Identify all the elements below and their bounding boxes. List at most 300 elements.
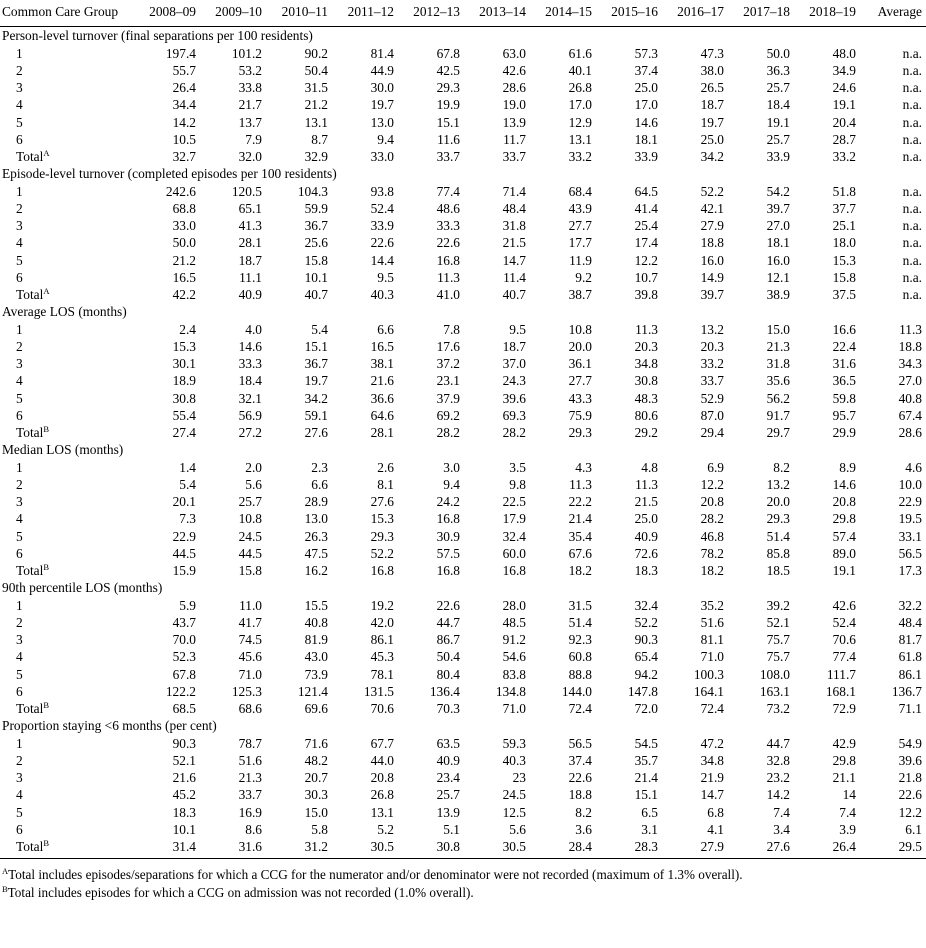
value-cell: 11.3 bbox=[569, 476, 592, 492]
value-cell: 45.6 bbox=[238, 649, 262, 665]
value-cell: 73.2 bbox=[766, 701, 790, 716]
value-cell: 19.7 bbox=[304, 373, 328, 389]
footnote-marker: B bbox=[43, 562, 49, 572]
value-cell: 23.2 bbox=[766, 770, 790, 785]
table-row bbox=[0, 545, 926, 562]
row-label: 2 bbox=[16, 752, 23, 768]
value-cell: 86.1 bbox=[370, 632, 394, 647]
row-label-cell bbox=[0, 562, 132, 579]
value-cell: 41.7 bbox=[238, 614, 262, 630]
row-label: 6 bbox=[16, 683, 23, 699]
row-label: 2 bbox=[16, 476, 23, 492]
value-cell: 4.0 bbox=[245, 321, 262, 337]
value-cell: 52.2 bbox=[634, 614, 658, 630]
value-cell: 9.4 bbox=[377, 131, 394, 147]
value-cell: 27.4 bbox=[172, 425, 196, 440]
value-cell: 11.7 bbox=[503, 131, 526, 147]
table-body bbox=[0, 27, 926, 859]
value-cell: 34.2 bbox=[700, 149, 724, 164]
value-cell: 20.8 bbox=[832, 494, 856, 509]
value-cell: 11.9 bbox=[569, 252, 592, 268]
value-cell: 25.7 bbox=[436, 787, 460, 803]
average-cell: 12.2 bbox=[898, 804, 922, 820]
table-row bbox=[0, 200, 926, 217]
section-title: Person-level turnover (final separations per 100 residents) bbox=[2, 28, 313, 44]
value-cell: 33.9 bbox=[634, 149, 658, 164]
value-cell: 45.3 bbox=[370, 649, 394, 665]
row-label-cell bbox=[0, 269, 132, 286]
value-cell: 52.2 bbox=[700, 183, 724, 199]
value-cell: 35.4 bbox=[568, 528, 592, 544]
value-cell: 48.3 bbox=[634, 390, 658, 406]
value-cell: 56.5 bbox=[568, 735, 592, 751]
total-row bbox=[0, 424, 926, 441]
value-cell: 13.0 bbox=[370, 114, 394, 130]
value-cell: 28.1 bbox=[370, 425, 394, 440]
value-cell: 30.3 bbox=[304, 787, 328, 803]
value-cell: 27.6 bbox=[726, 838, 792, 859]
value-cell: 69.3 bbox=[502, 407, 526, 423]
row-label: 4 bbox=[16, 649, 23, 665]
average-cell: 32.2 bbox=[898, 597, 922, 613]
value-cell: 54.2 bbox=[766, 183, 790, 199]
value-cell: 52.2 bbox=[370, 545, 394, 561]
row-label: Total bbox=[16, 839, 44, 854]
value-cell: 40.3 bbox=[370, 287, 394, 302]
row-label-cell bbox=[0, 252, 132, 269]
value-cell: 42.2 bbox=[172, 287, 196, 302]
value-cell: 13.2 bbox=[766, 476, 790, 492]
value-cell: 81.4 bbox=[370, 45, 394, 61]
row-label-cell bbox=[0, 821, 132, 838]
value-cell: 4.8 bbox=[641, 459, 658, 475]
value-cell: 72.6 bbox=[634, 545, 658, 561]
value-cell: 26.3 bbox=[304, 528, 328, 544]
value-cell: 18.7 bbox=[238, 252, 262, 268]
value-cell: 21.3 bbox=[766, 338, 790, 354]
row-label-cell bbox=[0, 476, 132, 493]
value-cell: 25.7 bbox=[238, 494, 262, 509]
table-row bbox=[0, 62, 926, 79]
value-cell: 8.6 bbox=[245, 821, 262, 837]
value-cell: 43.7 bbox=[172, 614, 196, 630]
value-cell: 56.2 bbox=[766, 390, 790, 406]
table-row bbox=[0, 735, 926, 752]
value-cell: 27.0 bbox=[766, 218, 790, 233]
value-cell: 52.4 bbox=[370, 200, 394, 216]
value-cell: 26.8 bbox=[370, 787, 394, 803]
value-cell: 2.3 bbox=[311, 459, 328, 475]
value-cell: 35.6 bbox=[766, 373, 790, 389]
value-cell: 40.1 bbox=[568, 62, 592, 78]
row-label-cell bbox=[0, 131, 132, 148]
value-cell: 95.7 bbox=[832, 407, 856, 423]
row-label-cell bbox=[0, 786, 132, 803]
value-cell: 51.4 bbox=[766, 528, 790, 544]
average-cell: n.a. bbox=[902, 131, 922, 147]
footnote bbox=[2, 884, 896, 902]
value-cell: 28.3 bbox=[594, 838, 660, 859]
value-cell: 29.4 bbox=[700, 425, 724, 440]
value-cell: 31.5 bbox=[304, 80, 328, 95]
value-cell: 42.6 bbox=[502, 62, 526, 78]
value-cell: 16.8 bbox=[436, 252, 460, 268]
value-cell: 18.3 bbox=[634, 563, 658, 578]
value-cell: 7.4 bbox=[839, 804, 856, 820]
value-cell: 22.6 bbox=[436, 597, 460, 613]
row-label: 4 bbox=[16, 511, 23, 527]
value-cell: 78.1 bbox=[370, 666, 394, 682]
value-cell: 13.2 bbox=[700, 321, 724, 337]
value-cell: 35.7 bbox=[634, 752, 658, 768]
table-row bbox=[0, 493, 926, 510]
table-row bbox=[0, 407, 926, 424]
value-cell: 44.9 bbox=[370, 62, 394, 78]
value-cell: 31.8 bbox=[766, 356, 790, 371]
value-cell: 33.8 bbox=[238, 80, 262, 95]
average-cell: n.a. bbox=[902, 252, 922, 268]
value-cell: 26.4 bbox=[792, 838, 858, 859]
value-cell: 71.4 bbox=[502, 183, 526, 199]
row-label-cell bbox=[0, 700, 132, 717]
value-cell: 125.3 bbox=[231, 683, 262, 699]
total-row bbox=[0, 838, 926, 859]
value-cell: 19.0 bbox=[502, 97, 526, 113]
value-cell: 13.9 bbox=[502, 114, 526, 130]
footnote-text: Total includes episodes for which a CCG on admission was not recorded (1.0% overall). bbox=[7, 884, 474, 900]
table-row bbox=[0, 217, 926, 234]
value-cell: 18.9 bbox=[172, 373, 196, 389]
average-cell: n.a. bbox=[902, 235, 922, 251]
value-cell: 36.6 bbox=[370, 390, 394, 406]
value-cell: 37.2 bbox=[436, 356, 460, 371]
value-cell: 38.9 bbox=[766, 287, 790, 302]
value-cell: 26.5 bbox=[700, 80, 724, 95]
value-cell: 23.1 bbox=[436, 373, 460, 389]
value-cell: 33.0 bbox=[172, 218, 196, 233]
value-cell: 44.0 bbox=[370, 752, 394, 768]
value-cell: 15.0 bbox=[766, 321, 790, 337]
value-cell: 33.3 bbox=[436, 218, 460, 233]
value-cell: 29.9 bbox=[832, 425, 856, 440]
value-cell: 15.0 bbox=[304, 804, 328, 820]
average-cell: 28.6 bbox=[898, 425, 922, 440]
column-header-year: 2008–09 bbox=[132, 3, 198, 27]
value-cell: 35.2 bbox=[700, 597, 724, 613]
value-cell: 26.4 bbox=[172, 80, 196, 95]
value-cell: 18.8 bbox=[700, 235, 724, 251]
value-cell: 72.4 bbox=[568, 701, 592, 716]
average-cell: n.a. bbox=[902, 269, 922, 285]
value-cell: 134.8 bbox=[495, 683, 526, 699]
row-label: 3 bbox=[16, 80, 23, 95]
value-cell: 6.6 bbox=[377, 321, 394, 337]
value-cell: 25.7 bbox=[766, 131, 790, 147]
value-cell: 18.7 bbox=[502, 338, 526, 354]
value-cell: 52.4 bbox=[832, 614, 856, 630]
average-cell: n.a. bbox=[902, 183, 922, 199]
value-cell: 18.1 bbox=[766, 235, 790, 251]
value-cell: 18.2 bbox=[568, 563, 592, 578]
value-cell: 16.5 bbox=[172, 269, 196, 285]
footnote-marker: B bbox=[43, 838, 49, 848]
value-cell: 67.8 bbox=[436, 45, 460, 61]
value-cell: 21.1 bbox=[832, 770, 856, 785]
value-cell: 94.2 bbox=[634, 666, 658, 682]
value-cell: 52.1 bbox=[172, 752, 196, 768]
row-label: 5 bbox=[16, 390, 23, 406]
value-cell: 68.5 bbox=[172, 701, 196, 716]
value-cell: 31.6 bbox=[198, 838, 264, 859]
value-cell: 71.0 bbox=[700, 649, 724, 665]
value-cell: 18.0 bbox=[832, 235, 856, 251]
value-cell: 71.6 bbox=[304, 735, 328, 751]
value-cell: 19.1 bbox=[766, 114, 790, 130]
value-cell: 27.7 bbox=[568, 373, 592, 389]
value-cell: 17.4 bbox=[634, 235, 658, 251]
value-cell: 17.0 bbox=[634, 97, 658, 113]
average-cell: 21.8 bbox=[898, 770, 922, 785]
value-cell: 14.7 bbox=[700, 787, 724, 803]
table-row bbox=[0, 114, 926, 131]
value-cell: 42.0 bbox=[370, 614, 394, 630]
value-cell: 33.0 bbox=[370, 149, 394, 164]
value-cell: 51.8 bbox=[832, 183, 856, 199]
value-cell: 54.6 bbox=[502, 649, 526, 665]
row-label-cell bbox=[0, 631, 132, 648]
average-cell: 27.0 bbox=[898, 373, 922, 389]
value-cell: 15.1 bbox=[304, 338, 328, 354]
value-cell: 45.2 bbox=[172, 787, 196, 803]
average-cell: n.a. bbox=[902, 218, 922, 233]
value-cell: 93.8 bbox=[370, 183, 394, 199]
row-label: 5 bbox=[16, 252, 23, 268]
value-cell: 64.6 bbox=[370, 407, 394, 423]
value-cell: 39.8 bbox=[634, 287, 658, 302]
average-cell: n.a. bbox=[902, 149, 922, 164]
value-cell: 86.7 bbox=[436, 632, 460, 647]
table-row bbox=[0, 45, 926, 62]
value-cell: 28.7 bbox=[832, 131, 856, 147]
average-cell: 11.3 bbox=[899, 321, 922, 337]
value-cell: 67.7 bbox=[370, 735, 394, 751]
value-cell: 2.6 bbox=[377, 459, 394, 475]
row-label: 2 bbox=[16, 614, 23, 630]
row-label-cell bbox=[0, 45, 132, 62]
footnotes bbox=[0, 859, 896, 901]
value-cell: 21.7 bbox=[238, 97, 262, 113]
value-cell: 78.7 bbox=[238, 735, 262, 751]
value-cell: 25.4 bbox=[634, 218, 658, 233]
value-cell: 3.6 bbox=[575, 821, 592, 837]
value-cell: 2.0 bbox=[245, 459, 262, 475]
section-title: 90th percentile LOS (months) bbox=[2, 580, 163, 596]
table-row bbox=[0, 683, 926, 700]
value-cell: 34.2 bbox=[304, 390, 328, 406]
value-cell: 50.4 bbox=[304, 62, 328, 78]
value-cell: 59.3 bbox=[502, 735, 526, 751]
value-cell: 16.6 bbox=[832, 321, 856, 337]
value-cell: 18.4 bbox=[238, 373, 262, 389]
value-cell: 6.8 bbox=[707, 804, 724, 820]
value-cell: 31.5 bbox=[568, 597, 592, 613]
row-label-cell bbox=[0, 114, 132, 131]
row-label: Total bbox=[16, 701, 44, 716]
value-cell: 14.4 bbox=[370, 252, 394, 268]
value-cell: 20.4 bbox=[832, 114, 856, 130]
value-cell: 9.8 bbox=[509, 476, 526, 492]
row-label: 6 bbox=[16, 269, 23, 285]
average-cell: 22.6 bbox=[898, 787, 922, 803]
value-cell: 70.6 bbox=[370, 701, 394, 716]
average-cell: 40.8 bbox=[898, 390, 922, 406]
value-cell: 21.2 bbox=[304, 97, 328, 113]
value-cell: 5.8 bbox=[311, 821, 328, 837]
section-header-row bbox=[0, 579, 926, 596]
row-label: 5 bbox=[16, 528, 23, 544]
value-cell: 50.0 bbox=[172, 235, 196, 251]
value-cell: 31.6 bbox=[832, 356, 856, 371]
value-cell: 27.2 bbox=[238, 425, 262, 440]
value-cell: 39.6 bbox=[502, 390, 526, 406]
value-cell: 17.9 bbox=[502, 511, 526, 527]
table-header bbox=[0, 3, 926, 27]
average-cell: 48.4 bbox=[898, 614, 922, 630]
value-cell: 168.1 bbox=[825, 683, 856, 699]
value-cell: 32.4 bbox=[502, 528, 526, 544]
value-cell: 70.6 bbox=[832, 632, 856, 647]
value-cell: 43.0 bbox=[304, 649, 328, 665]
value-cell: 12.2 bbox=[700, 476, 724, 492]
value-cell: 19.1 bbox=[832, 563, 856, 578]
row-label-cell bbox=[0, 390, 132, 407]
value-cell: 61.6 bbox=[568, 45, 592, 61]
value-cell: 40.8 bbox=[304, 614, 328, 630]
value-cell: 30.8 bbox=[172, 390, 196, 406]
value-cell: 28.9 bbox=[304, 494, 328, 509]
value-cell: 6.5 bbox=[641, 804, 658, 820]
value-cell: 81.9 bbox=[304, 632, 328, 647]
value-cell: 22.4 bbox=[832, 338, 856, 354]
value-cell: 197.4 bbox=[165, 45, 196, 61]
value-cell: 21.4 bbox=[634, 770, 658, 785]
value-cell: 22.2 bbox=[568, 494, 592, 509]
average-cell: 61.8 bbox=[898, 649, 922, 665]
value-cell: 27.9 bbox=[700, 218, 724, 233]
value-cell: 68.8 bbox=[172, 200, 196, 216]
row-label: 4 bbox=[16, 373, 23, 389]
row-label: 3 bbox=[16, 770, 23, 785]
value-cell: 72.4 bbox=[700, 701, 724, 716]
value-cell: 32.8 bbox=[766, 752, 790, 768]
value-cell: 48.0 bbox=[832, 45, 856, 61]
footnote-mark: A bbox=[2, 866, 9, 877]
value-cell: 108.0 bbox=[759, 666, 790, 682]
value-cell: 10.8 bbox=[568, 321, 592, 337]
row-label-cell bbox=[0, 234, 132, 251]
value-cell: 32.1 bbox=[238, 390, 262, 406]
table-row bbox=[0, 752, 926, 769]
value-cell: 120.5 bbox=[231, 183, 262, 199]
average-cell: 81.7 bbox=[898, 632, 922, 647]
value-cell: 50.0 bbox=[766, 45, 790, 61]
value-cell: 70.3 bbox=[436, 701, 460, 716]
value-cell: 33.7 bbox=[700, 373, 724, 389]
average-cell: 17.3 bbox=[898, 563, 922, 578]
value-cell: 33.2 bbox=[568, 149, 592, 164]
value-cell: 47.3 bbox=[700, 45, 724, 61]
value-cell: 25.0 bbox=[634, 80, 658, 95]
average-cell: 67.4 bbox=[898, 407, 922, 423]
row-label-cell bbox=[0, 148, 132, 165]
value-cell: 32.9 bbox=[304, 149, 328, 164]
value-cell: 47.2 bbox=[700, 735, 724, 751]
value-cell: 1.4 bbox=[179, 459, 196, 475]
value-cell: 15.3 bbox=[172, 338, 196, 354]
table-row bbox=[0, 528, 926, 545]
value-cell: 63.0 bbox=[502, 45, 526, 61]
value-cell: 122.2 bbox=[165, 683, 196, 699]
value-cell: 28.2 bbox=[502, 425, 526, 440]
value-cell: 40.3 bbox=[502, 752, 526, 768]
average-cell: n.a. bbox=[902, 97, 922, 113]
value-cell: 31.2 bbox=[264, 838, 330, 859]
value-cell: 22.6 bbox=[370, 235, 394, 251]
value-cell: 55.4 bbox=[172, 407, 196, 423]
value-cell: 30.9 bbox=[436, 528, 460, 544]
value-cell: 15.3 bbox=[832, 252, 856, 268]
value-cell: 8.1 bbox=[377, 476, 394, 492]
value-cell: 55.7 bbox=[172, 62, 196, 78]
value-cell: 91.2 bbox=[502, 632, 526, 647]
value-cell: 57.4 bbox=[832, 528, 856, 544]
value-cell: 34.8 bbox=[700, 752, 724, 768]
value-cell: 41.3 bbox=[238, 218, 262, 233]
value-cell: 9.2 bbox=[575, 269, 592, 285]
value-cell: 48.2 bbox=[304, 752, 328, 768]
value-cell: 42.5 bbox=[436, 62, 460, 78]
value-cell: 16.5 bbox=[370, 338, 394, 354]
value-cell: 51.4 bbox=[568, 614, 592, 630]
value-cell: 13.1 bbox=[370, 804, 394, 820]
value-cell: 15.5 bbox=[304, 597, 328, 613]
value-cell: 11.0 bbox=[239, 597, 262, 613]
average-cell: 56.5 bbox=[898, 545, 922, 561]
value-cell: 22.6 bbox=[436, 235, 460, 251]
row-label: 4 bbox=[16, 787, 23, 803]
table-row bbox=[0, 372, 926, 389]
row-label: 1 bbox=[16, 459, 23, 475]
value-cell: 80.4 bbox=[436, 666, 460, 682]
table-row bbox=[0, 510, 926, 527]
row-label-cell bbox=[0, 424, 132, 441]
value-cell: 48.6 bbox=[436, 200, 460, 216]
row-label: 3 bbox=[16, 356, 23, 371]
section-header-row bbox=[0, 303, 926, 320]
value-cell: 50.4 bbox=[436, 649, 460, 665]
average-cell: 86.1 bbox=[898, 666, 922, 682]
table-row bbox=[0, 234, 926, 251]
average-cell: n.a. bbox=[902, 45, 922, 61]
value-cell: 5.6 bbox=[245, 476, 262, 492]
value-cell: 38.7 bbox=[568, 287, 592, 302]
table-row bbox=[0, 459, 926, 476]
value-cell: 18.5 bbox=[766, 563, 790, 578]
value-cell: 19.7 bbox=[370, 97, 394, 113]
row-label: Total bbox=[16, 287, 44, 302]
value-cell: 59.1 bbox=[304, 407, 328, 423]
column-header-year: 2015–16 bbox=[594, 3, 660, 27]
